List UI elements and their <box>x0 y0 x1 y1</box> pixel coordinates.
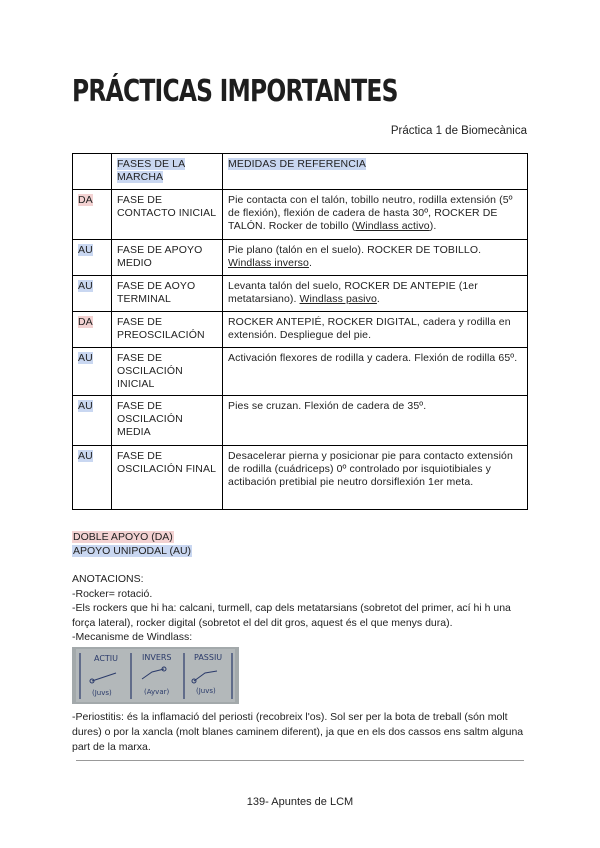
header-cell-empty <box>73 154 112 190</box>
measure-text: Activación flexores de rodilla y cadera. Flexión de rodilla 65º. <box>228 352 518 364</box>
table-header-row <box>73 154 528 190</box>
phase-cell: FASE DE OSCILACIÓN INICIAL <box>112 348 223 396</box>
sketch-label-1: ACTIU <box>94 654 119 663</box>
legend-single-support: APOYO UNIPODAL (AU) <box>73 545 192 557</box>
legend-double-support: DOBLE APOYO (DA) <box>73 531 173 543</box>
note-rocker: -Rocker= rotació. <box>72 587 153 600</box>
table-row <box>73 312 528 348</box>
divider <box>76 760 524 761</box>
measure-cell <box>223 348 528 396</box>
table-row <box>73 276 528 312</box>
measure-text: Levanta talón del suelo, ROCKER DE ANTEPIE (1er metatarsiano). <box>228 280 478 305</box>
header-cell-phase <box>112 154 223 190</box>
sketch-label-3: PASSIU <box>194 653 223 662</box>
phase-cell: FASE DE CONTACTO INICIAL <box>112 190 223 240</box>
windlass-term: Windlass pasivo <box>299 293 377 305</box>
gait-phases-table <box>72 153 528 510</box>
header-phase-label: FASES DE LA MARCHA <box>117 158 186 183</box>
table-row <box>73 396 528 446</box>
measure-text: Desacelerar pierna y posicionar pie para contacto extensión de rodilla (cuádriceps) 0º controlado por isquiotibiales y actibación pretibial pie neutro dorsiflexión 1er meta. <box>228 450 513 488</box>
support-tag-cell <box>73 348 112 396</box>
support-tag: DA <box>78 316 93 328</box>
note-windlass: -Mecanisme de Windlass: <box>72 631 193 643</box>
support-tag: DA <box>78 194 93 206</box>
measure-cell <box>223 190 528 240</box>
phase-cell: FASE DE OSCILACIÓN MEDIA <box>112 396 223 446</box>
measure-cell <box>223 240 528 276</box>
support-tag: AU <box>78 280 93 292</box>
notes-section <box>72 572 532 645</box>
table-row <box>73 240 528 276</box>
measure-text: Pie plano (talón en el suelo). ROCKER DE TOBILLO. <box>228 244 482 256</box>
support-tag-cell <box>73 446 112 510</box>
measure-text: ). <box>429 220 437 232</box>
windlass-term: Windlass inverso <box>228 257 309 269</box>
measure-text: . <box>376 293 380 305</box>
windlass-sketch <box>72 647 239 704</box>
table-row <box>73 348 528 396</box>
support-tag-cell <box>73 396 112 446</box>
support-tag: AU <box>78 244 93 256</box>
note-periostitis: -Periostitis: és la inflamació del periosti (recobreix l'os). Sol ser per la bota de treball (són molt dures) o por la xancla (molt blanes caminem diferent), ja que en els dos cassos ens saltm alguna part de la marxa. <box>72 711 524 753</box>
phase-cell: FASE DE OSCILACIÓN FINAL <box>112 446 223 510</box>
measure-text: . <box>308 257 312 269</box>
header-measures-label: MEDIDAS DE REFERENCIA <box>228 158 367 170</box>
support-tag-cell <box>73 190 112 240</box>
phase-cell: FASE DE AOYO TERMINAL <box>112 276 223 312</box>
table-row <box>73 190 528 240</box>
measure-text: Pie contacta con el talón, tobillo neutro, rodilla extensión (5º de flexión), flexión de cadera de hasta 30º, ROCKER DE TALÓN. Rocker de tobillo ( <box>228 194 513 232</box>
support-tag-cell <box>73 276 112 312</box>
support-tag-cell <box>73 240 112 276</box>
support-tag: AU <box>78 450 93 462</box>
measure-cell <box>223 396 528 446</box>
support-tag: AU <box>78 352 93 364</box>
notes-heading: ANOTACIONS: <box>72 573 144 585</box>
measure-text: Pies se cruzan. Flexión de cadera de 35º. <box>228 400 427 412</box>
windlass-sketch-image <box>72 647 239 704</box>
header-cell-measures <box>223 154 528 190</box>
phase-cell: FASE DE APOYO MEDIO <box>112 240 223 276</box>
measure-cell <box>223 446 528 510</box>
windlass-term: Windlass activo <box>355 220 430 232</box>
page-subtitle: Práctica 1 de Biomecànica <box>390 125 527 137</box>
legend <box>72 530 192 558</box>
measure-cell <box>223 312 528 348</box>
table-row <box>73 446 528 510</box>
sketch-sub-1: (Juvs) <box>92 689 112 697</box>
phase-cell: FASE DE PREOSCILACIÓN <box>112 312 223 348</box>
support-tag: AU <box>78 400 93 412</box>
measure-cell <box>223 276 528 312</box>
note-rockers-list: -Els rockers que hi ha: calcani, turmell, cap dels metatarsians (sobretot del primer, ací hi h una força lateral), rocker digital (sobretot el del dit gros, aquest és el que menys dura). <box>72 602 511 629</box>
page-footer: 139- Apuntes de LCM <box>246 796 354 808</box>
support-tag-cell <box>73 312 112 348</box>
sketch-sub-3: (Juvs) <box>196 687 216 695</box>
sketch-sub-2: (Ayvar) <box>144 688 170 696</box>
page-title: PRÁCTICAS IMPORTANTES <box>72 74 398 109</box>
sketch-label-2: INVERS <box>142 653 172 662</box>
measure-text: ROCKER ANTEPIÉ, ROCKER DIGITAL, cadera y rodilla en extensión. Despliegue del pie. <box>228 316 511 341</box>
